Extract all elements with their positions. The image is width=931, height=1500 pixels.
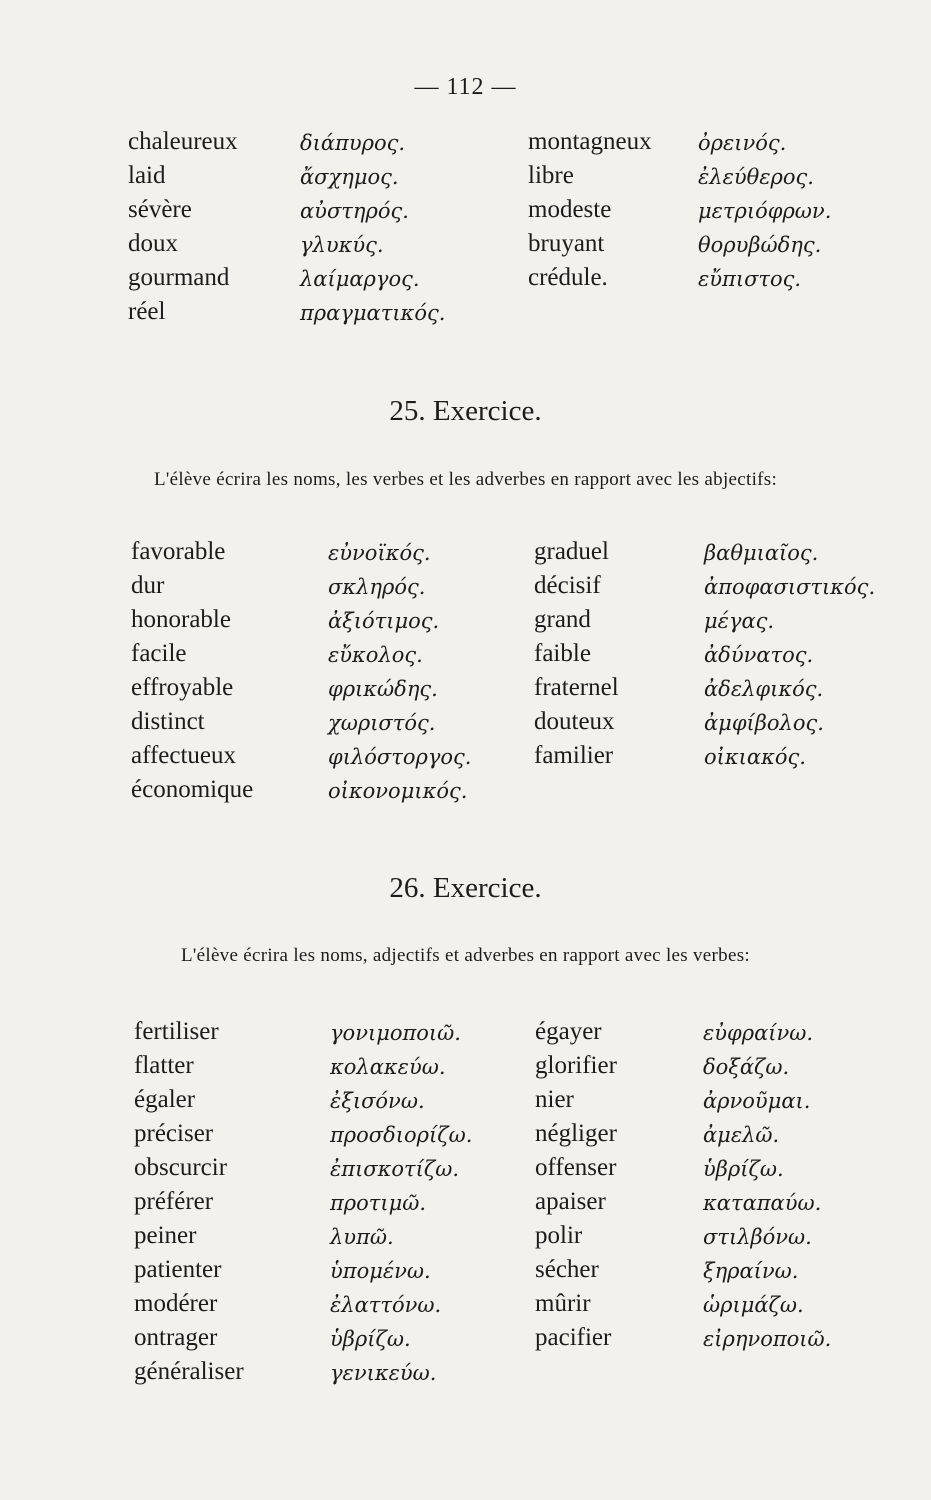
right-greek-translation: ἀμφίβολος. [704,711,824,735]
left-french-word: réel [128,298,166,325]
left-french-word: laid [128,162,166,189]
right-french-word: décisif [534,572,601,599]
right-french-word: libre [528,162,574,189]
right-french-word: grand [534,606,591,633]
left-greek-translation: προσδιορίζω. [330,1123,473,1147]
left-french-word: dur [131,572,165,599]
exercise-26-heading: 26. Exercice. [389,872,542,904]
right-french-word: mûrir [535,1290,591,1317]
right-greek-translation: οἰκιακός. [704,745,806,769]
left-greek-translation: γενικεύω. [330,1361,437,1385]
right-french-word: négliger [535,1120,617,1147]
left-greek-translation: πραγματικός. [300,301,446,325]
left-greek-translation: προτιμῶ. [330,1191,427,1215]
left-greek-translation: ἐξισόνω. [330,1089,425,1113]
left-french-word: affectueux [131,742,237,769]
right-french-word: familier [534,742,614,769]
right-greek-translation: θορυβώδης. [698,233,822,257]
right-french-word: nier [535,1086,574,1113]
left-french-word: distinct [131,708,205,735]
left-greek-translation: γλυκύς. [300,233,384,257]
right-french-word: apaiser [535,1188,606,1215]
right-french-word: glorifier [535,1052,617,1079]
left-greek-translation: λαίμαργος. [300,267,420,291]
left-french-word: favorable [131,538,226,565]
right-french-word: polir [535,1222,583,1249]
left-french-word: chaleureux [128,128,238,155]
right-greek-translation: καταπαύω. [703,1191,822,1215]
right-french-word: bruyant [528,230,605,257]
right-french-word: faible [534,640,591,667]
exercise-25-instruction: L'élève écrira les noms, les verbes et les adverbes en rapport avec les abjectifs: [153,469,778,490]
left-greek-translation: χωριστός. [328,711,436,735]
right-french-word: douteux [534,708,615,735]
right-greek-translation: μέγας. [704,609,775,633]
right-greek-translation: ἀδύνατος. [704,643,814,667]
left-greek-translation: ὑβρίζω. [330,1327,411,1351]
right-greek-translation: ἀμελῶ. [703,1123,780,1147]
left-french-word: patienter [134,1256,222,1283]
right-greek-translation: εἰρηνοποιῶ. [703,1327,832,1351]
left-greek-translation: ἐπισκοτίζω. [330,1157,460,1181]
left-greek-translation: σκληρός. [328,575,426,599]
left-french-word: effroyable [131,674,234,701]
right-greek-translation: εὐφραίνω. [703,1021,814,1045]
left-french-word: ontrager [134,1324,218,1351]
right-greek-translation: ἀποφασιστικός. [704,575,876,599]
left-french-word: peiner [134,1222,197,1249]
right-french-word: montagneux [528,128,652,155]
right-greek-translation: στιλβόνω. [703,1225,812,1249]
right-greek-translation: ξηραίνω. [703,1259,799,1283]
left-french-word: préciser [134,1120,214,1147]
page-number: — 112 — [414,74,517,100]
left-greek-translation: ἐλαττόνω. [330,1293,442,1317]
left-greek-translation: γονιμοποιῶ. [330,1021,461,1045]
right-french-word: modeste [528,196,612,223]
right-greek-translation: εὔπιστος. [698,267,802,291]
left-french-word: modérer [134,1290,218,1317]
left-greek-translation: οἰκονομικός. [328,779,468,803]
right-french-word: égayer [535,1018,602,1045]
left-french-word: obscurcir [134,1154,228,1181]
right-french-word: crédule. [528,264,608,291]
right-greek-translation: ὡριμάζω. [703,1293,804,1317]
left-french-word: fertiliser [134,1018,219,1045]
left-greek-translation: αὐστηρός. [300,199,409,223]
right-french-word: graduel [534,538,609,565]
right-french-word: fraternel [534,674,619,701]
exercise-25-heading: 25. Exercice. [389,395,542,427]
right-greek-translation: μετριόφρων. [698,199,832,223]
right-greek-translation: ἀδελφικός. [704,677,824,701]
right-greek-translation: ἀρνοῦμαι. [703,1089,811,1113]
left-french-word: honorable [131,606,231,633]
left-greek-translation: εὔκολος. [328,643,423,667]
left-french-word: préférer [134,1188,214,1215]
right-greek-translation: δοξάζω. [703,1055,790,1079]
right-french-word: sécher [535,1256,599,1283]
left-greek-translation: εὐνοϊκός. [328,541,431,565]
left-greek-translation: ἀξιότιμος. [328,609,440,633]
left-french-word: égaler [134,1086,196,1113]
right-greek-translation: ἐλεύθερος. [698,165,814,189]
left-french-word: généraliser [134,1358,244,1385]
right-greek-translation: ὀρεινός. [698,131,787,155]
exercise-26-instruction: L'élève écrira les noms, adjectifs et adverbes en rapport avec les verbes: [181,945,750,966]
left-french-word: facile [131,640,187,667]
left-greek-translation: ὑπομένω. [330,1259,431,1283]
right-french-word: pacifier [535,1324,612,1351]
left-french-word: économique [131,776,254,803]
right-greek-translation: ὑβρίζω. [703,1157,784,1181]
left-greek-translation: λυπῶ. [330,1225,394,1249]
left-french-word: flatter [134,1052,194,1079]
left-greek-translation: διάπυρος. [300,131,406,155]
left-greek-translation: ἄσχημος. [300,165,399,189]
left-greek-translation: φιλόστοργος. [328,745,472,769]
left-french-word: doux [128,230,178,257]
left-french-word: sévère [128,196,192,223]
left-greek-translation: κολακεύω. [330,1055,446,1079]
left-french-word: gourmand [128,264,230,291]
right-greek-translation: βαθμιαῖος. [704,541,819,565]
right-french-word: offenser [535,1154,617,1181]
left-greek-translation: φρικώδης. [328,677,438,701]
